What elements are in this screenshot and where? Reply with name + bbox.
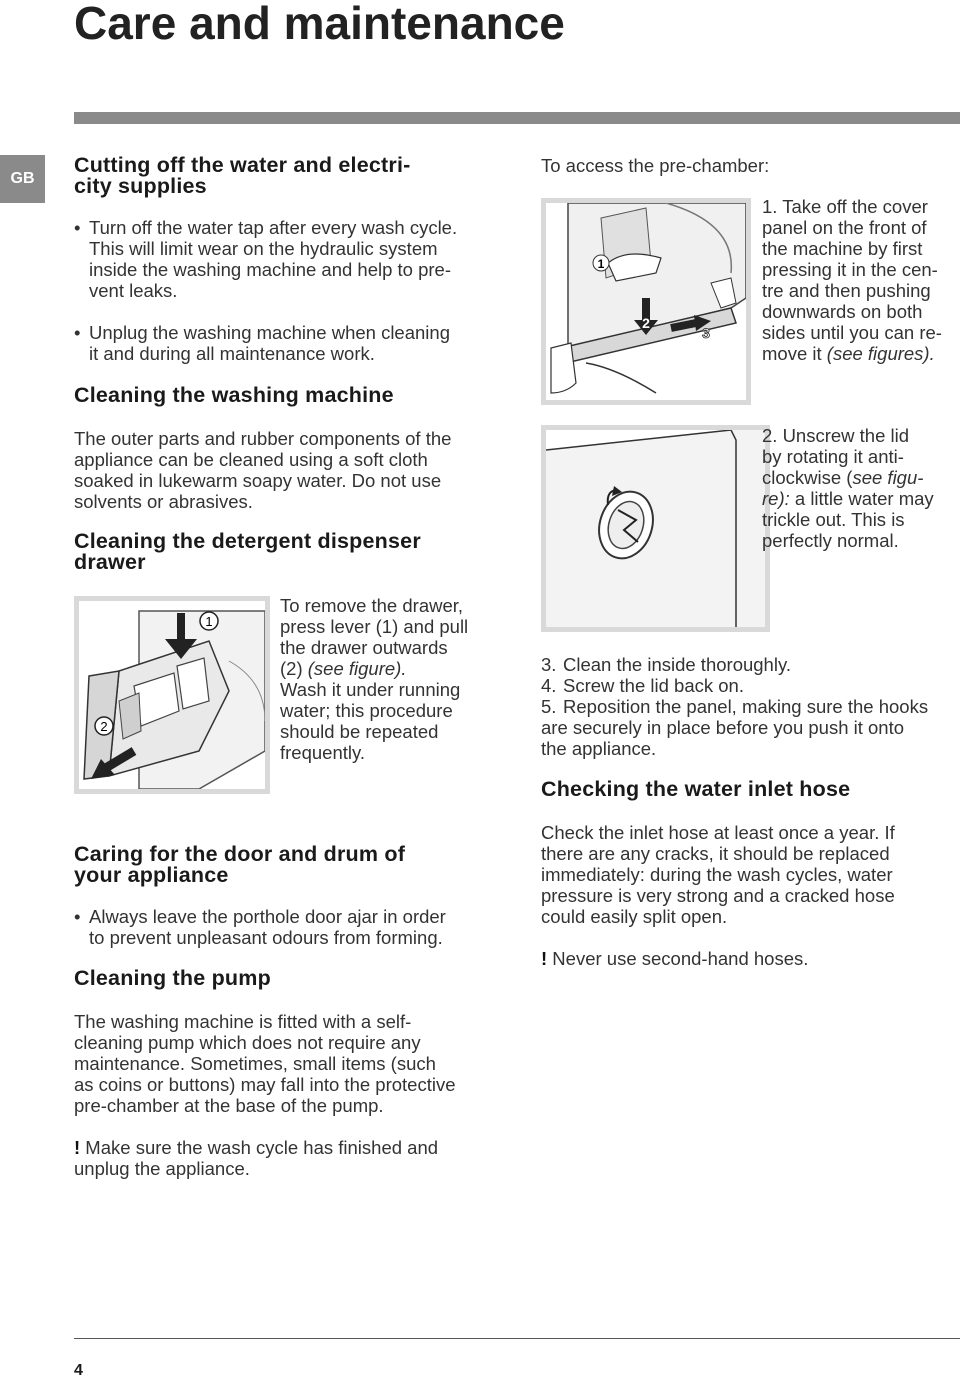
paragraph: 2. Unscrew the lid by rotating it anti- clockwise (see figu- re): a little water may trickle out. This is perfectly normal. (762, 425, 934, 551)
heading-line: city supplies (74, 174, 207, 198)
section-heading: Caring for the door and drum of your appliance (74, 842, 406, 887)
section-heading: Cleaning the washing machine (74, 383, 394, 407)
section-cleaning-machine (74, 385, 514, 512)
paragraph: To remove the drawer, press lever (1) and pull the drawer outwards (2) (see figure). Wash it under running water; this procedure should be repeated frequently. (280, 595, 469, 763)
list-item: 3. Clean the inside thoroughly. (541, 654, 791, 675)
figure-label: 1 (205, 614, 213, 629)
list-item: 4. Screw the lid back on. (541, 675, 744, 696)
drawer-instructions (280, 595, 500, 763)
bullet-item: • Always leave the porthole door ajar in order to prevent unpleasant odours from forming. (74, 906, 446, 948)
page-number: 4 (74, 1362, 83, 1379)
figure-label: 2 (642, 315, 650, 331)
heading-line: Cutting off the water and electri- (74, 153, 411, 177)
bullet-item: • Unplug the washing machine when cleaning it and during all maintenance work. (74, 322, 450, 364)
step-1 (762, 196, 960, 364)
list-item: 5. Reposition the panel, making sure the hooks (541, 696, 929, 717)
lid-figure (541, 425, 770, 632)
language-tab: GB (0, 155, 45, 203)
access-label: To access the pre-chamber: (541, 155, 770, 176)
bullet-item: • Turn off the water tap after every wash cycle. This will limit wear on the hydraulic system inside the washing machine and help to pre- vent leaks. (74, 217, 458, 301)
drawer-figure (74, 596, 270, 794)
section-cutting-supplies (74, 155, 494, 364)
section-detergent-drawer (74, 531, 514, 573)
paragraph: 1. Take off the cover panel on the front of the machine by first pressing it in the cen- tre and then pushing downwards on both sides until you can re- move it (see figures). (762, 196, 942, 364)
section-heading: Checking the water inlet hose (541, 777, 851, 801)
panel-removal-figure (541, 198, 751, 405)
paragraph: The washing machine is fitted with a self- cleaning pump which does not require any maintenance. Sometimes, small items (such as coins or buttons) may fall into the protective pre-chamber at the base of the pump. (74, 1011, 456, 1116)
figure-label: 2 (100, 719, 108, 734)
section-inlet-hose (541, 779, 960, 969)
warning-paragraph: ! Make sure the wash cycle has finished and unplug the appliance. (74, 1137, 439, 1179)
section-heading: Cleaning the detergent dispenser drawer (74, 529, 421, 574)
step-2 (762, 425, 960, 551)
figure-label: 1 (597, 257, 605, 271)
warning-mark: ! (541, 948, 548, 969)
section-heading: Cleaning the pump (74, 966, 271, 990)
warning-paragraph: ! Never use second-hand hoses. (541, 948, 809, 969)
paragraph: Check the inlet hose at least once a year. If there are any cracks, it should be replaced immediately: during the wash cycles, water pressure is very strong and a cracked hose could easily split open. (541, 822, 895, 927)
section-door-drum (74, 844, 514, 948)
steps-list (541, 654, 960, 759)
paragraph: The outer parts and rubber components of the appliance can be cleaned using a soft cloth soaked in lukewarm soapy water. Do not use solvents or abrasives. (74, 428, 452, 512)
section-cleaning-pump (74, 968, 514, 1179)
page-title: Care and maintenance (74, 0, 565, 49)
list-item-continuation: are securely in place before you push it onto the appliance. (541, 717, 905, 759)
section-heading (74, 155, 494, 197)
warning-mark: ! (74, 1137, 81, 1158)
title-rule (74, 112, 960, 124)
figure-label: 3 (702, 325, 710, 341)
footer-rule (74, 1338, 960, 1339)
